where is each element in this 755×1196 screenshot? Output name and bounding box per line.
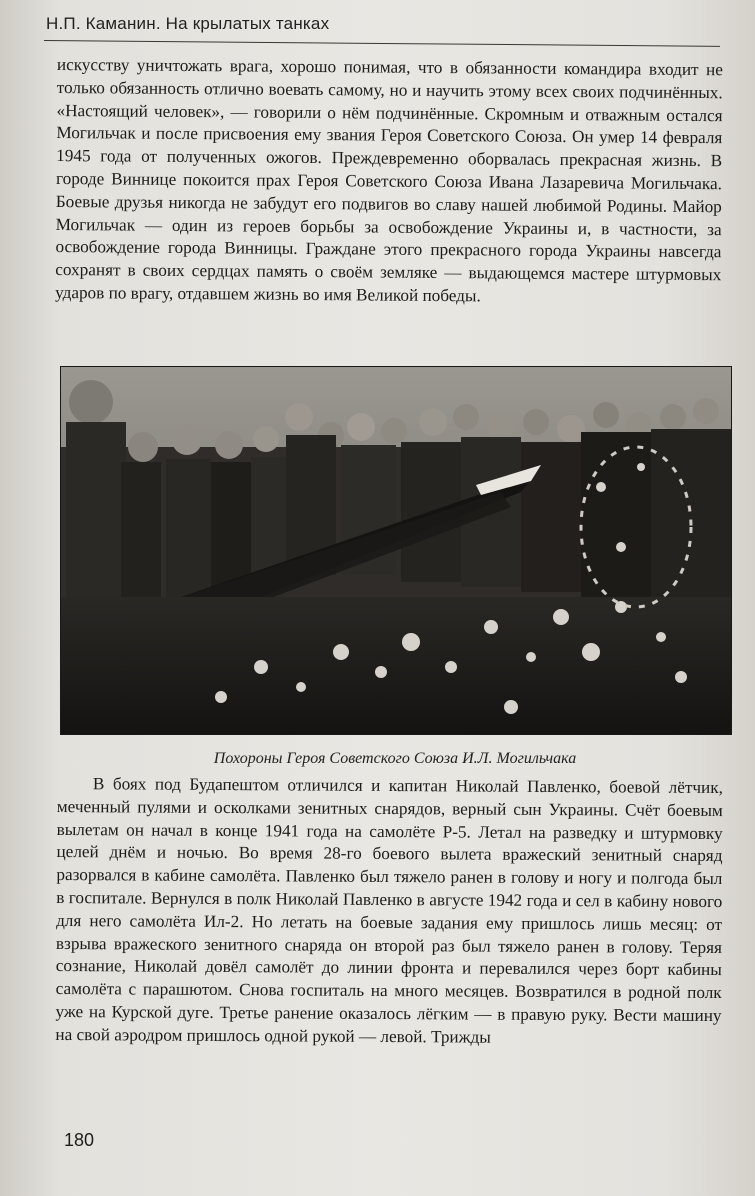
running-title: Н.П. Каманин. На крылатых танках — [46, 14, 330, 33]
bottom-paragraph: В боях под Будапештом отличился и капитан Николай Павленко, боевой лётчик, меченный пулями и осколками зенитных снарядов, верный сын Украины. Счёт боевым вылетам он начал в конце 1941 года на самолёте Р-5. Летал на разведку и штурмовку целей днём и ночью. Во время 28-го боевого вылета вражеский зенитный снаряд разорвался в кабине самолёта. Павленко был тяжело ранен в голову и ногу и полгода был в госпитале. Вернулся в полк Николай Павленко в августе 1942 года и сел в кабину нового для него самолёта Ил-2. Но летать на боевые задания ему пришлось лишь месяц: от взрыва вражеского зенитного снаряда он второй раз был тяжело ранен в голову. Теряя сознание, Николай довёл самолёт до линии фронта и перевалился через борт кабины самолёта с парашютом. Снова госпиталь на много месяцев. Возвратился в родной полк уже на Курской дуге. Третье ранение оказалось лёгким — в правую руку. Вести машину на свой аэродром пришлось одной рукой — левой. Трижды — [55, 774, 723, 1047]
funeral-photo-illustration — [61, 367, 731, 734]
ground — [61, 597, 731, 734]
header-rule — [44, 40, 720, 47]
photo-caption: Похороны Героя Советского Союза И.Л. Могильчака — [213, 750, 577, 767]
bottom-paragraph-block — [55, 773, 723, 1051]
top-paragraph: искусству уничтожать врага, хорошо понимая, что в обязанности командира входит не только обязанность отлично воевать самому, но и научить этому всех своих подчинённых. «Настоящий человек», — говорили о нём подчинённые. Скромным и отважным остался Могильчак и после присвоения ему звания Героя Советского Союза. Он умер 14 февраля 1945 года от полученных ожогов. Преждевременно оборвалась прекрасная жизнь. В городе Виннице покоится прах Героя Советского Союза Ивана Лазаревича Могильчака. Боевые друзья никогда не забудут его подвигов во славу нашей любимой Родины. Майор Могильчак — один из героев борьбы за освобождение Украины и, в частности, за освобождение города Винницы. Граждане этого прекрасного города Украины навсегда сохранят в своих сердцах память о своём земляке — выдающемся мастере штурмовых ударов по врагу, отдавшем жизнь во имя Великой победы. — [55, 54, 723, 306]
funeral-photo — [60, 366, 732, 735]
top-paragraph-block — [55, 54, 723, 310]
page-number: 180 — [64, 1130, 95, 1150]
